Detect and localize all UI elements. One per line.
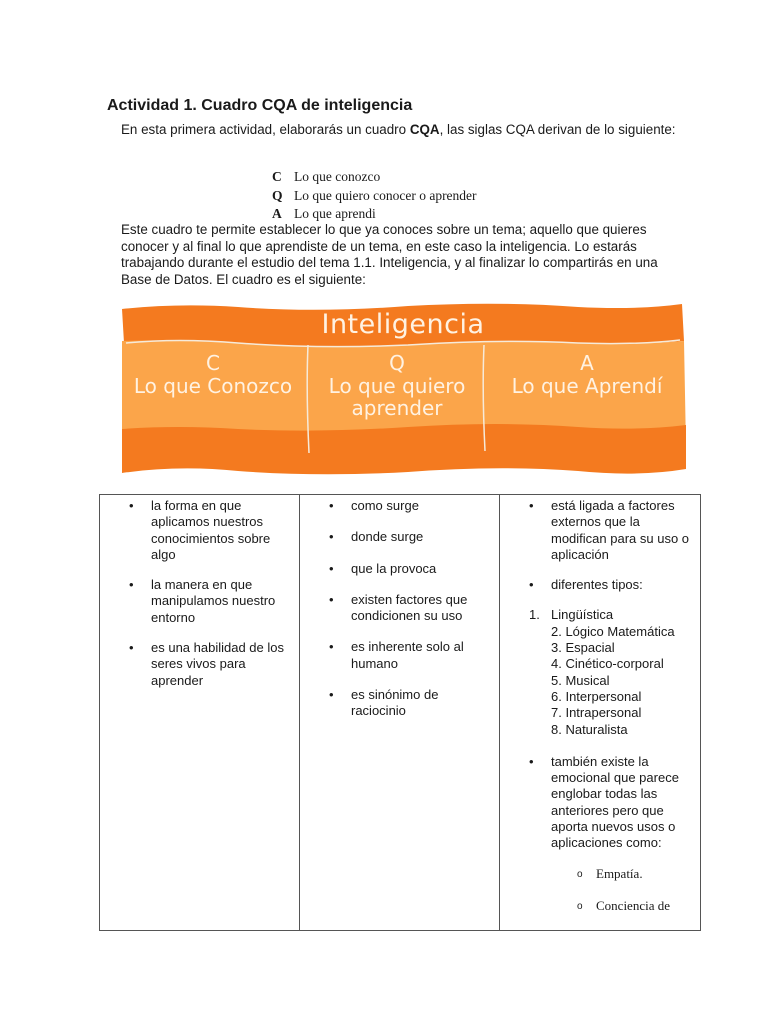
list-item: 8. Naturalista [551,721,628,737]
list-item: • la manera en que manipulamos nuestro entorno [129,577,276,625]
list-item: 6. Interpersonal [551,688,642,704]
list-item: • que la provoca [329,560,437,576]
cqa-definition-list [272,168,477,224]
cqa-item-c: C Lo que conozco [272,169,381,184]
list-item: 2. Lógico Matemática [551,623,675,639]
list-item: • también existe la emocional que parece englobar todas las anteriores pero que aporta nuevos usos o aplicaciones como: [529,753,679,851]
column-quiero-aprender [300,495,500,931]
column-aprendi [500,495,701,931]
list-item: • existen factores que condicionen su uso [329,591,468,624]
list-item: 3. Espacial [551,640,615,656]
list-item: • como surge [329,498,419,513]
banner-column-q: Q Lo que quiero aprender [328,351,466,420]
list-item: • está ligada a factores externos que la modifican para su uso o aplicación [529,498,690,562]
list-item: • la forma en que aplicamos nuestros conocimientos sobre algo [129,498,271,562]
list-item: o Empatía. [577,865,643,881]
list-item: • diferentes tipos: [529,577,643,593]
banner-column-c: C Lo que Conozco [133,351,293,398]
intro-paragraph: En esta primera actividad, elaborarás un cuadro CQA, las siglas CQA derivan de lo siguiente: [121,122,676,137]
list-item: 7. Intrapersonal [551,705,642,721]
list-item: • es inherente solo al humano [329,639,464,671]
banner-title: Inteligencia [321,309,485,340]
column-conozco [100,495,300,931]
page-title: Actividad 1. Cuadro CQA de inteligencia [107,97,413,114]
list-item: o Conciencia de [577,897,670,913]
cqa-item-q: Q Lo que quiero conocer o aprender [272,187,477,203]
cqa-item-a: A Lo que aprendi [272,206,376,221]
cqa-banner [118,301,688,477]
list-item: • es sinónimo de raciocinio [329,687,439,719]
cqa-table [99,494,701,931]
list-item: • es una habilidad de los seres vivos para aprender [129,640,284,688]
intelligence-types-list [500,607,700,737]
list-item: 5. Musical [551,672,610,688]
banner-column-a: A Lo que Aprendí [511,351,663,398]
emotional-subitems [500,866,700,914]
table-row [100,495,701,931]
list-item: 1. Lingüística [529,607,614,623]
list-item: • donde surge [329,529,424,545]
explanation-paragraph: Este cuadro te permite establecer lo que ya conoces sobre un tema; aquello que quieres conocer y al final lo que aprendiste de un tema, en este caso la inteligencia. Lo estarás trabajando durante el estudio del tema 1.1. Inteligencia, y al finalizar lo compartirás en una Base de Datos. El cuadro es el siguiente: [121,222,658,287]
list-item: 4. Cinético-corporal [551,656,664,672]
